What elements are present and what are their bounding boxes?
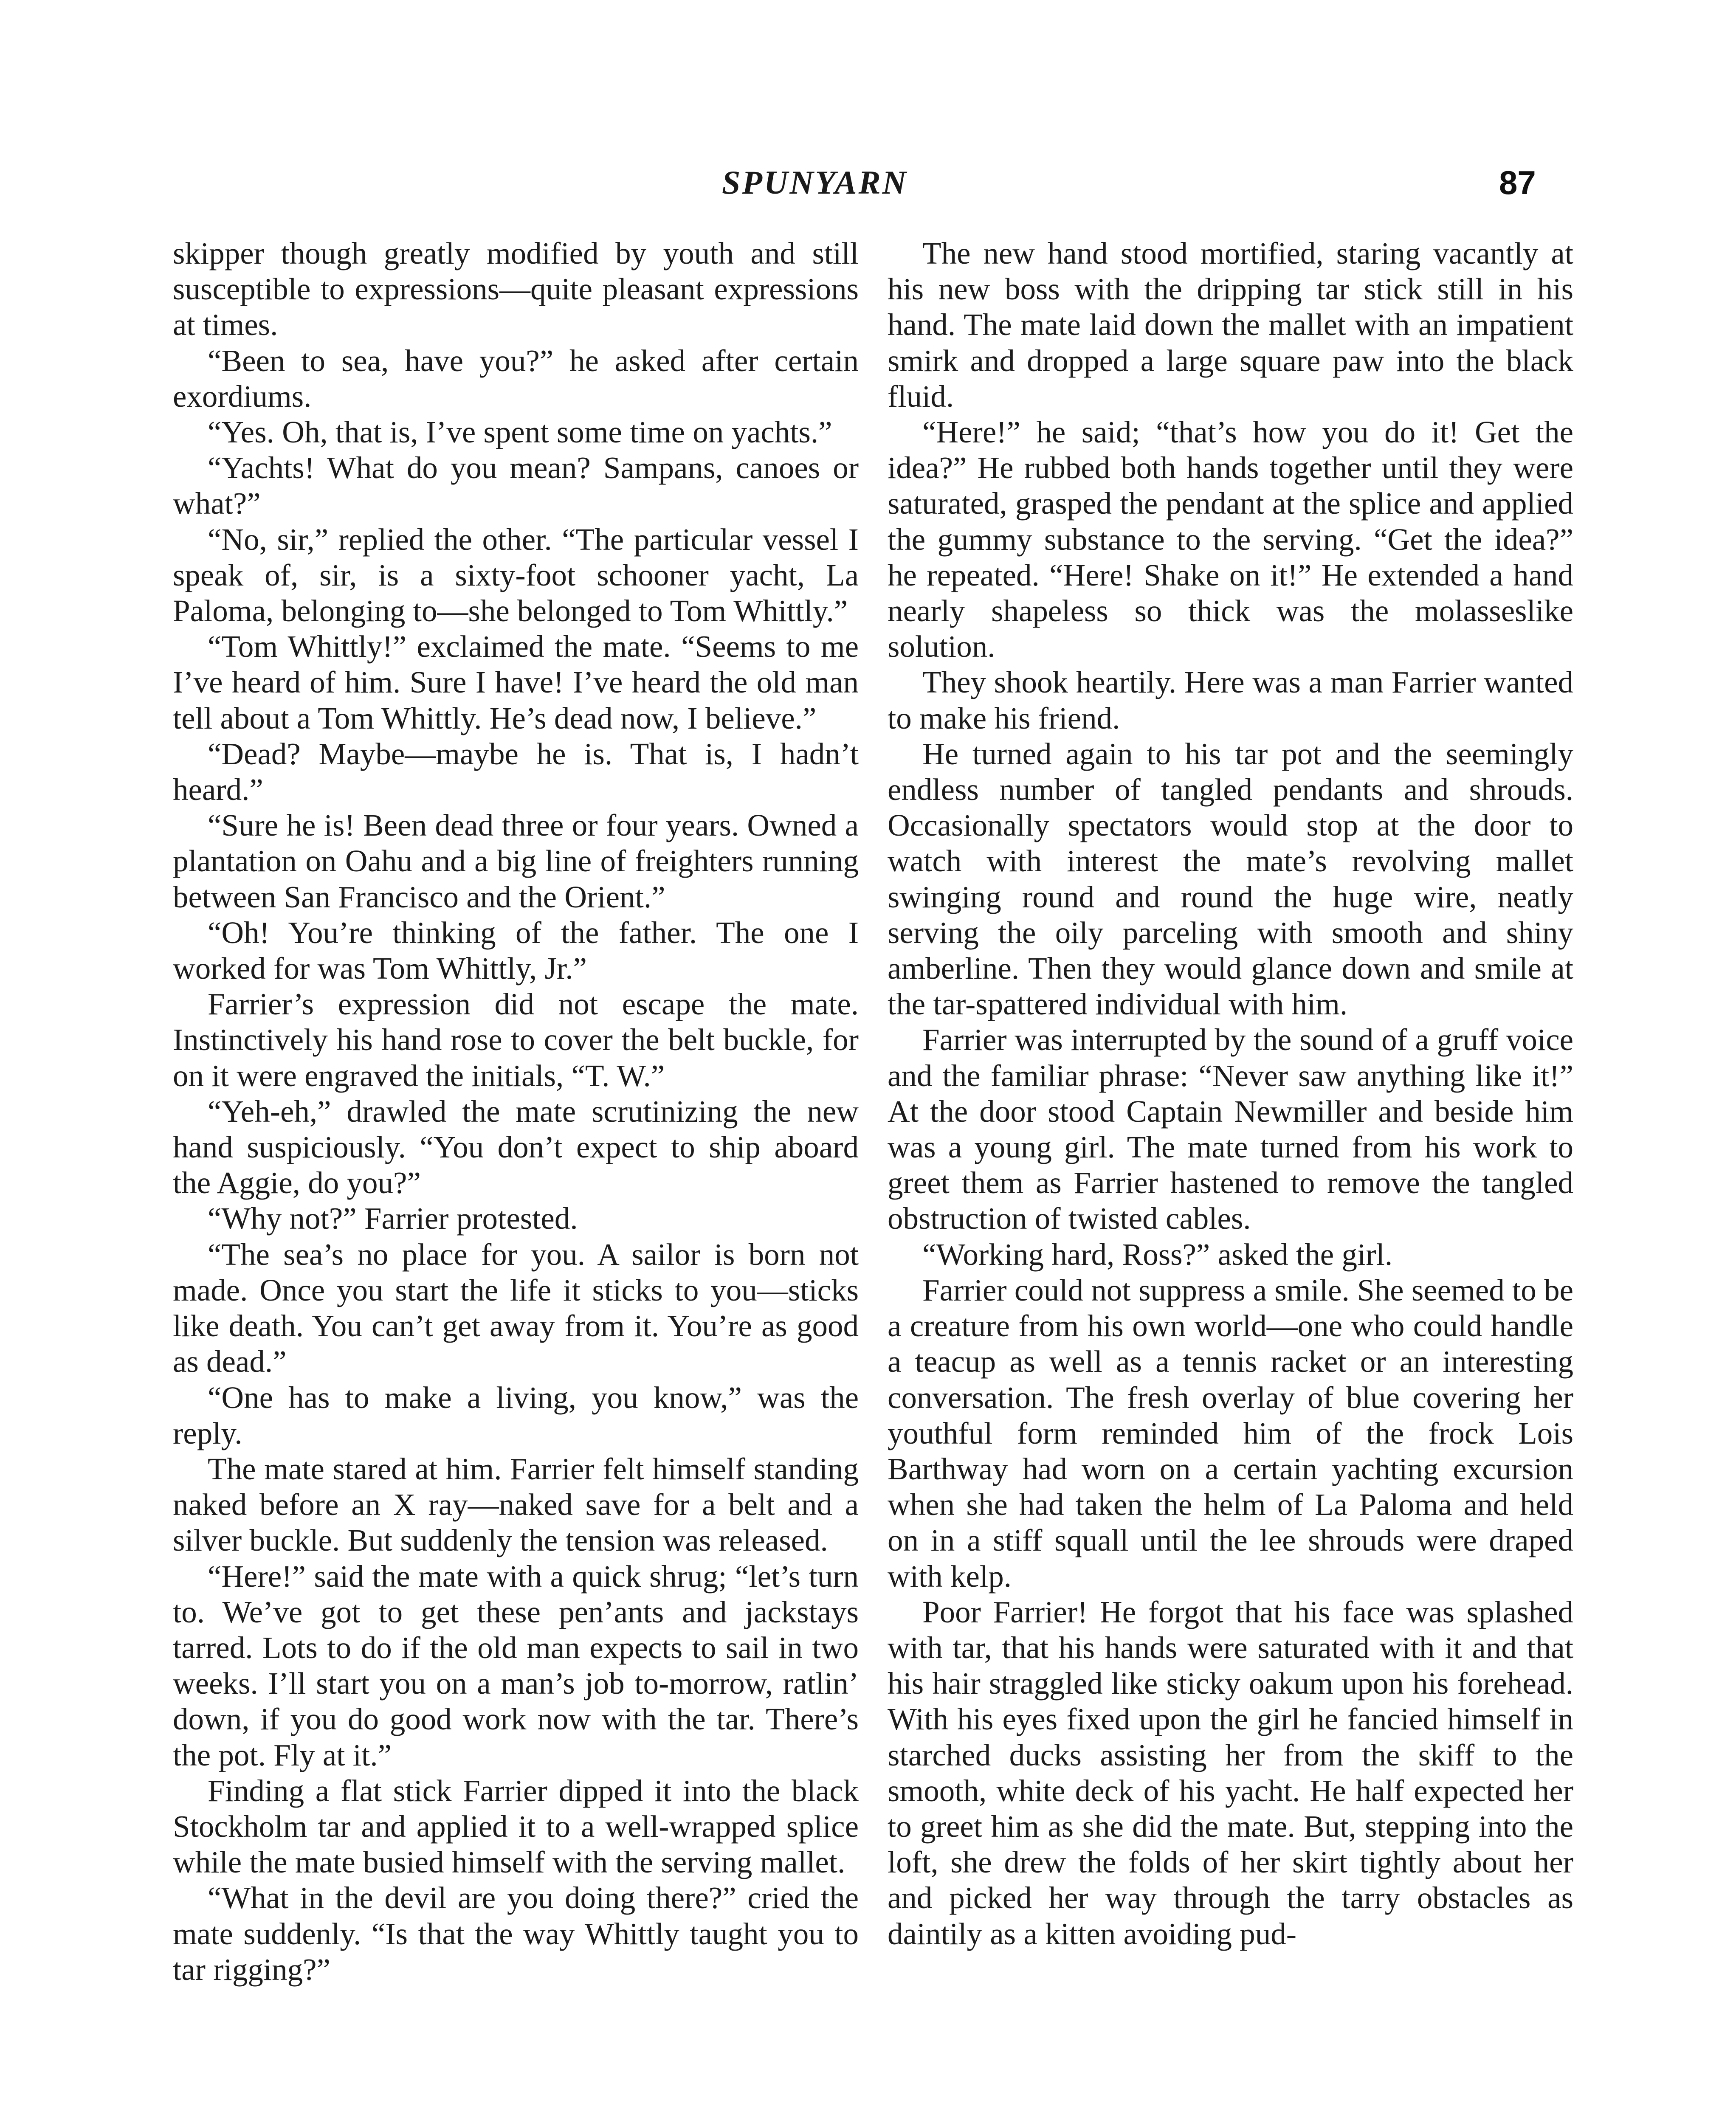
paragraph: “One has to make a living, you know,” was the reply. <box>173 1380 859 1450</box>
paragraph: Poor Farrier! He forgot that his face was splashed with tar, that his hands were saturated with it and that his hair straggled like sticky oakum upon his forehead. With his eyes fixed upon the girl he fancied himself in starched ducks assisting her from the skiff to the smooth, white deck of his yacht. He half expected her to greet him as she did the mate. But, stepping into the loft, she drew the folds of her skirt tightly about her and picked her way through the tarry obstacles as daintily as a kitten avoiding pud- <box>888 1594 1573 1951</box>
page-number: 87 <box>1499 164 1536 201</box>
paragraph: The new hand stood mortified, staring vacantly at his new boss with the dripping tar stick still in his hand. The mate laid down the mallet with an impatient smirk and dropped a large square paw into the black fluid. <box>888 236 1573 414</box>
paragraph: Finding a flat stick Farrier dipped it into the black Stockholm tar and applied it to a well-wrapped splice while the mate busied himself with the serving mallet. <box>173 1773 859 1880</box>
paragraph: “Here!” he said; “that’s how you do it! Get the idea?” He rubbed both hands together until they were saturated, grasped the pendant at the splice and applied the gummy substance to the serving. “Get the idea?” he repeated. “Here! Shake on it!” He extended a hand nearly shapeless so thick was the molasseslike solution. <box>888 415 1573 664</box>
text-column-right <box>888 236 1573 1952</box>
paragraph: He turned again to his tar pot and the seemingly endless number of tangled pendants and shrouds. Occasionally spectators would stop at the door to watch with interest the mate’s revolving mallet swinging round and round the huge wire, neatly serving the oily parceling with smooth and shiny amberline. Then they would glance down and smile at the tar-spattered individual with him. <box>888 736 1573 1022</box>
paragraph: “What in the devil are you doing there?” cried the mate suddenly. “Is that the way Whittly taught you to tar rigging?” <box>173 1881 859 1987</box>
paragraph: “Working hard, Ross?” asked the girl. <box>922 1237 1393 1272</box>
paragraph: “Been to sea, have you?” he asked after certain exordiums. <box>173 343 859 414</box>
paragraph: “Dead? Maybe—maybe he is. That is, I hadn’t heard.” <box>173 736 859 807</box>
paragraph: “The sea’s no place for you. A sailor is born not made. Once you start the life it sticks to you—sticks like death. You can’t get away from it. You’re as good as dead.” <box>173 1237 859 1379</box>
paragraph: “Yachts! What do you mean? Sampans, canoes or what?” <box>173 451 859 521</box>
paragraph: “Oh! You’re thinking of the father. The one I worked for was Tom Whittly, Jr.” <box>173 915 859 986</box>
paragraph: Farrier’s expression did not escape the mate. Instinctively his hand rose to cover the belt buckle, for on it were engraved the initials, “T. W.” <box>173 987 859 1093</box>
running-title: SPUNYARN <box>722 164 908 201</box>
paragraph: skipper though greatly modified by youth and still susceptible to expressions—quite pleasant expressions at times. <box>173 236 859 342</box>
paragraph: “Tom Whittly!” exclaimed the mate. “Seems to me I’ve heard of him. Sure I have! I’ve heard the old man tell about a Tom Whittly. He’s dead now, I believe.” <box>173 629 859 735</box>
text-column-left <box>173 236 859 1988</box>
paragraph: “Yes. Oh, that is, I’ve spent some time on yachts.” <box>208 415 832 450</box>
paragraph: They shook heartily. Here was a man Farrier wanted to make his friend. <box>888 665 1573 735</box>
paragraph: “Sure he is! Been dead three or four years. Owned a plantation on Oahu and a big line of freighters running between San Francisco and the Orient.” <box>173 808 859 914</box>
paragraph: “Here!” said the mate with a quick shrug; “let’s turn to. We’ve got to get these pen’ants and jackstays tarred. Lots to do if the old man expects to sail in two weeks. I’ll start you on a man’s job to-morrow, ratlin’ down, if you do good work now with the tar. There’s the pot. Fly at it.” <box>173 1559 859 1772</box>
paragraph: Farrier was interrupted by the sound of a gruff voice and the familiar phrase: “Never saw anything like it!” At the door stood Captain Newmiller and beside him was a young girl. The mate turned from his work to greet them as Farrier hastened to remove the tangled obstruction of twisted cables. <box>888 1022 1573 1236</box>
paragraph: “Yeh-eh,” drawled the mate scrutinizing the new hand suspiciously. “You don’t expect to ship aboard the Aggie, do you?” <box>173 1094 859 1200</box>
paragraph: “Why not?” Farrier protested. <box>208 1201 578 1236</box>
paragraph: The mate stared at him. Farrier felt himself standing naked before an X ray—naked save for a belt and a silver buckle. But suddenly the tension was released. <box>173 1451 859 1558</box>
paragraph: Farrier could not suppress a smile. She seemed to be a creature from his own world—one who could handle a teacup as well as a tennis racket or an interesting conversation. The fresh overlay of blue covering her youthful form reminded him of the frock Lois Barthway had worn on a certain yachting excursion when she had taken the helm of La Paloma and held on in a stiff squall until the lee shrouds were draped with kelp. <box>888 1273 1573 1594</box>
paragraph: “No, sir,” replied the other. “The particular vessel I speak of, sir, is a sixty-foot schooner yacht, La Paloma, belonging to—she belonged to Tom Whittly.” <box>173 522 859 628</box>
